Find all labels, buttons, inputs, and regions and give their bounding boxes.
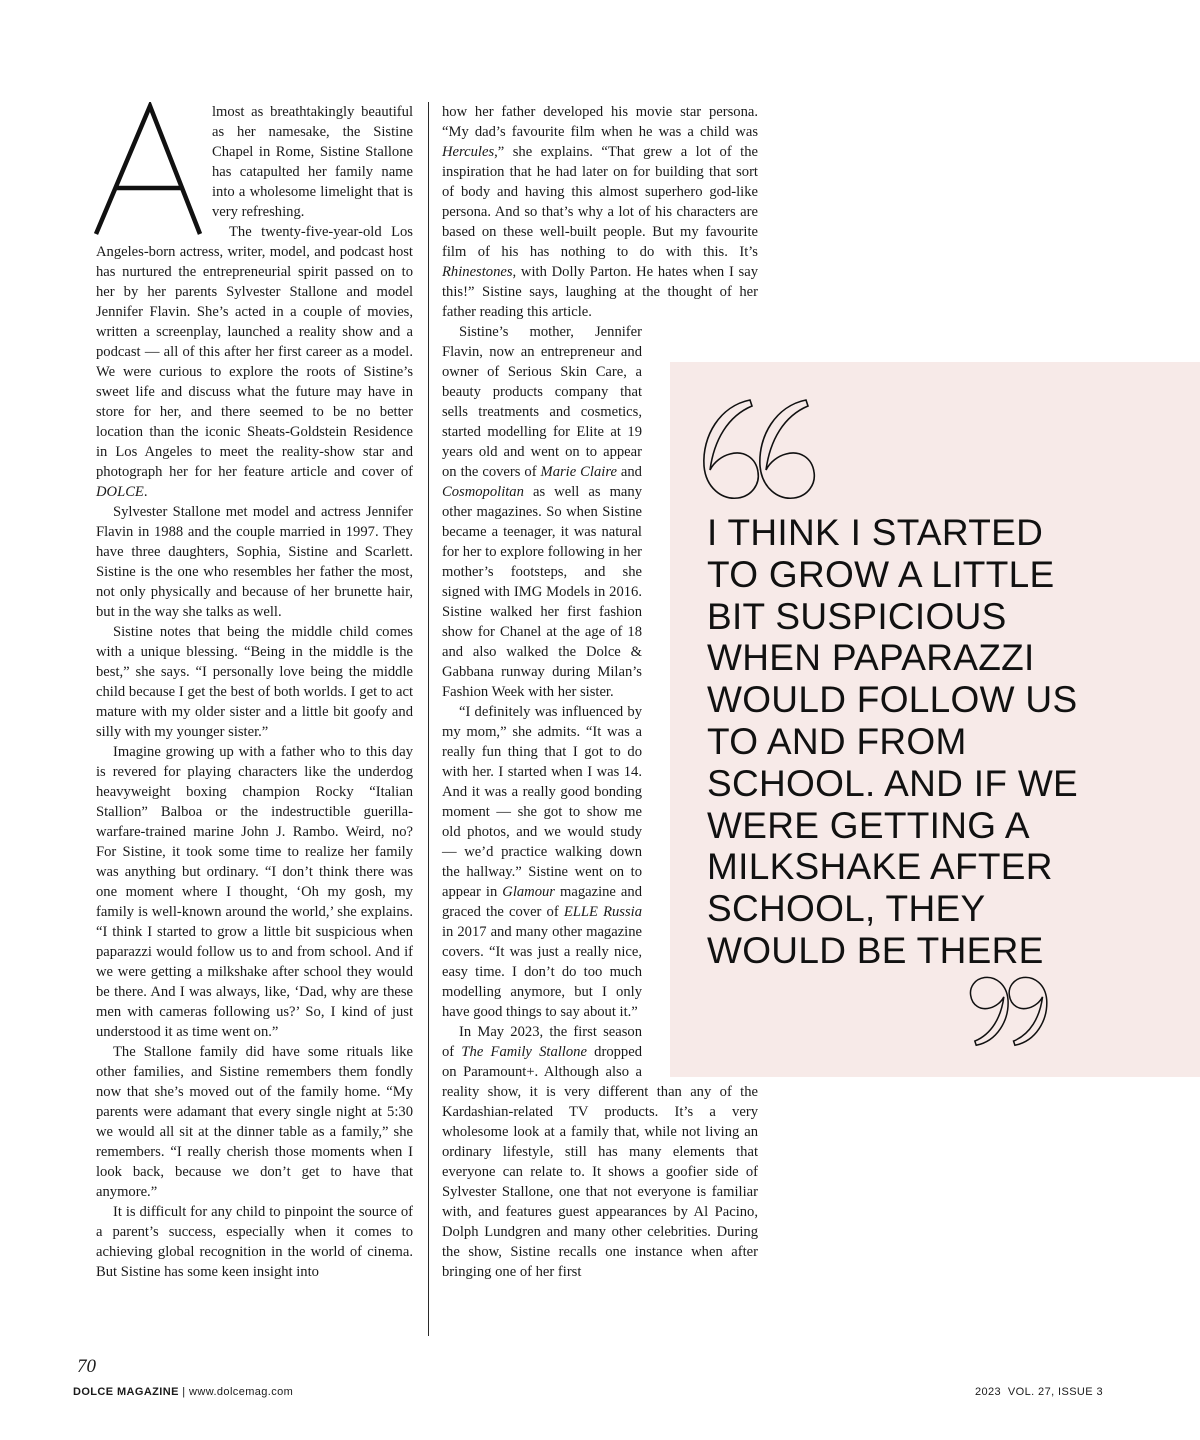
paragraph: lmost as breathtakingly beautiful as her namesake, the Sistine Chapel in Rome, Sistine Stallone has catapulted her family name into a wholesome limelight that is very refreshing. xyxy=(212,104,413,220)
footer-left xyxy=(73,1386,293,1398)
paragraph: It is difficult for any child to pinpoint the source of a parent’s success, especially when it comes to achieving global recognition in the world of cinema. But Sistine has some keen insight into xyxy=(96,1204,413,1280)
article-column-1 xyxy=(96,102,413,1282)
paragraph: The Stallone family did have some rituals like other families, and Sistine remembers them fondly now that she’s moved out of the family home. “My parents were adamant that every single night at 5:30 we would all sit at the dinner table as a family,” she remembers. “I really cherish those moments when I look back, because we don’t get to have that anymore.” xyxy=(96,1044,413,1200)
paragraph: Imagine growing up with a father who to this day is revered for playing characters like the underdog heavyweight boxing champion Rocky “Italian Stallion” Balboa or the indestructible guerilla-warfare-trained marine John J. Rambo. Weird, no? For Sistine, it took some time to realize her family was anything but ordinary. “I don’t think there was one moment where I thought, ‘Oh my gosh, my family is well-known around the world,’ she explains. “I think I started to grow a little bit suspicious when paparazzi would follow us to and from school. And if we were getting a milkshake after school they would be there. And I was always, like, ‘Dad, why are these men with cameras following us?’ So, I kind of just understood it as time went on.” xyxy=(96,744,413,1040)
paragraph: how her father developed his movie star persona. “My dad’s favourite film when he was a child was Hercules,” she explains. “That grew a lot of the inspiration that he had later on for building that sort of body and having this almost superhero god-like persona. And so that’s why a lot of his characters are based on these well-built people. But my favourite film of his has nothing to do with this. It’s Rhinestones, with Dolly Parton. He hates when I say this!” Sistine says, laughing at the thought of her father reading this article. xyxy=(442,104,758,320)
paragraph: Sistine notes that being the middle child comes with a unique blessing. “Being in the middle is the best,” she says. “I personally love being the middle child because I get the best of both worlds. I get to act mature with my older sister and a little bit goofy and silly with my younger sister.” xyxy=(96,624,413,740)
paragraph: “I definitely was influenced by my mom,” she admits. “It was a really fun thing that I got to do with her. I started when I was 14. And it was a really good bonding moment — she got to show me old photos, and we would study — we’d practice walking down the hallway.” Sistine went on to appear in Glamour magazine and graced the cover of ELLE Russia in 2017 and many other magazine covers. “It was just a really nice, easy time. I don’t do too much modelling anymore, but I only have good things to say about it.” xyxy=(442,704,643,1020)
open-quote-icon xyxy=(700,396,820,506)
paragraph: Sylvester Stallone met model and actress Jennifer Flavin in 1988 and the couple married in 1997. They have three daughters, Sophia, Sistine and Scarlett. Sistine is the one who resembles her father the most, not only physically and because of her brunette hair, but in the way she talks as well. xyxy=(96,504,413,620)
paragraph: Sistine’s mother, Jennifer Flavin, now an entrepreneur and owner of Serious Skin Care, a beauty products company that sells treatments and cosmetics, started modelling for Elite at 19 years old and went on to appear on the covers of Marie Claire and Cosmopolitan as well as many other magazines. So when Sistine became a teenager, it was natural for her to explore following in her mother’s footsteps, and she signed with IMG Models in 2016. Sistine walked her first fashion show for Chanel at the age of 18 and also walked the Dolce & Gabbana runway during Milan’s Fashion Week with her sister. xyxy=(442,322,758,702)
magazine-name-italic: DOLCE xyxy=(96,484,144,500)
magazine-name: DOLCE MAGAZINE xyxy=(73,1386,179,1398)
column-divider xyxy=(428,102,429,1336)
drop-cap-a xyxy=(92,102,204,238)
website-link[interactable]: www.dolcemag.com xyxy=(189,1386,294,1398)
issue-info: 2023 VOL. 27, ISSUE 3 xyxy=(974,1386,1103,1398)
footer-separator: | xyxy=(182,1386,186,1398)
paragraph: In May 2023, the first season of The Family Stallone dropped on Paramount+. Although also a reality show, it is very different than any of the Kardashian-related TV products. It’s a very wholesome look at a family that, while not living an ordinary lifestyle, still has many elements that everyone can relate to. It shows a goofier side of Sylvester Stallone, one that not everyone is familiar with, and features guest appearances by Al Pacino, Dolph Lundgren and many other celebrities. During the show, Sistine recalls one instance when after bringing one of her first xyxy=(442,1024,758,1280)
page-number: 70 xyxy=(77,1356,96,1377)
pull-quote-text: I THINK I STARTED TO GROW A LITTLE BIT SUSPICIOUS WHEN PAPARAZZI WOULD FOLLOW US TO AND FROM SCHOOL. AND IF WE WERE GETTING A MILKSHAKE AFTER SCHOOL, THEY WOULD BE THERE xyxy=(707,512,1079,971)
close-quote-icon xyxy=(965,972,1051,1048)
paragraph: The twenty-five-year-old Los Angeles-born actress, writer, model, and podcast host has nurtured the entrepreneurial spirit passed on to her by her parents Sylvester Stallone and model Jennifer Flavin. She’s acted in a couple of movies, written a screenplay, launched a reality show and a podcast — all of this after her first career as a model. We were curious to explore the roots of Sistine’s sweet life and discuss what the future may have in store for her, and there seemed to be no better location than the iconic Sheats-Goldstein Residence in Los Angeles to meet the reality-show star and photograph her for her feature article and cover of DOLCE. xyxy=(96,224,413,500)
